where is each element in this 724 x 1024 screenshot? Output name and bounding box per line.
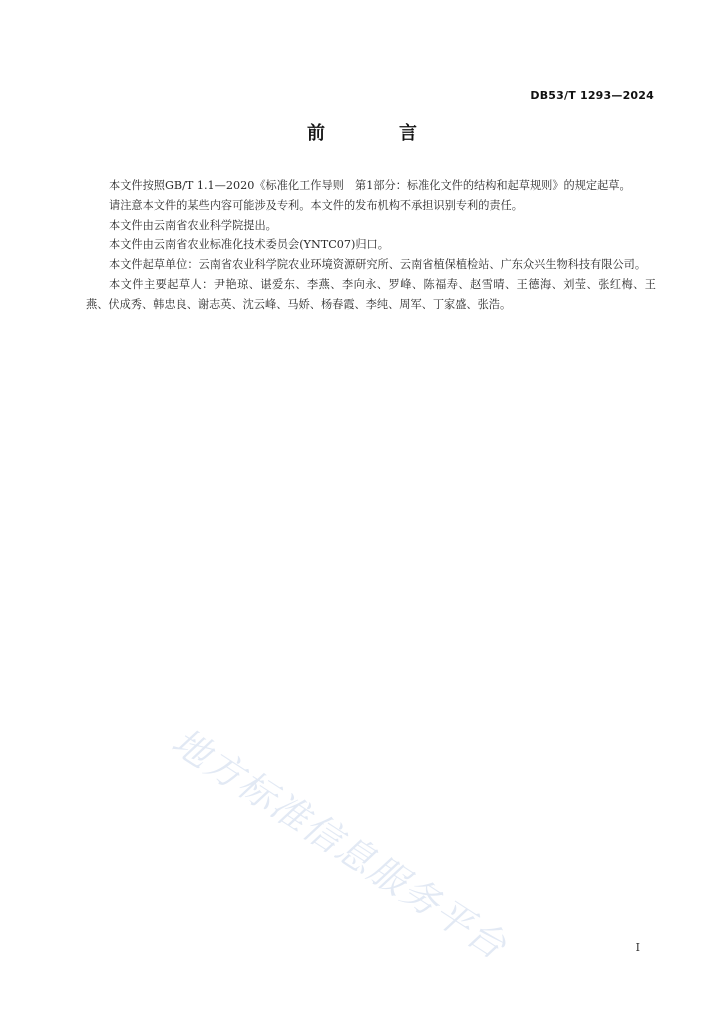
paragraph-proposer: 本文件由云南省农业科学院提出。 [109, 218, 277, 232]
document-code: DB53/T 1293—2024 [530, 89, 654, 102]
paragraph-drafting-rules: 本文件按照GB/T 1.1—2020《标准化工作导则 第1部分：标准化文件的结构和起草规则》的规定起草。 [109, 179, 631, 192]
paragraph-drafters: 本文件主要起草人：尹艳琼、谌爱东、李燕、李向永、罗峰、陈福寿、赵雪晴、王德海、刘莹、张红梅、王燕、伏成秀、韩忠良、谢志英、沈云峰、马娇、杨春霞、李纯、周军、丁家盛、张浩。 [86, 277, 656, 311]
watermark: 地方标准信息服务平台 [164, 719, 515, 969]
paragraph-patent-notice: 请注意本文件的某些内容可能涉及专利。本文件的发布机构不承担识别专利的责任。 [109, 198, 523, 212]
page-number: I [635, 941, 640, 954]
foreword-body [86, 176, 656, 315]
paragraph-drafting-units: 本文件起草单位：云南省农业科学院农业环境资源研究所、云南省植保植检站、广东众兴生物科技有限公司。 [109, 258, 647, 272]
paragraph-centralized-unit: 本文件由云南省农业标准化技术委员会(YNTC07)归口。 [109, 238, 389, 252]
page-title: 前 言 [307, 123, 445, 144]
